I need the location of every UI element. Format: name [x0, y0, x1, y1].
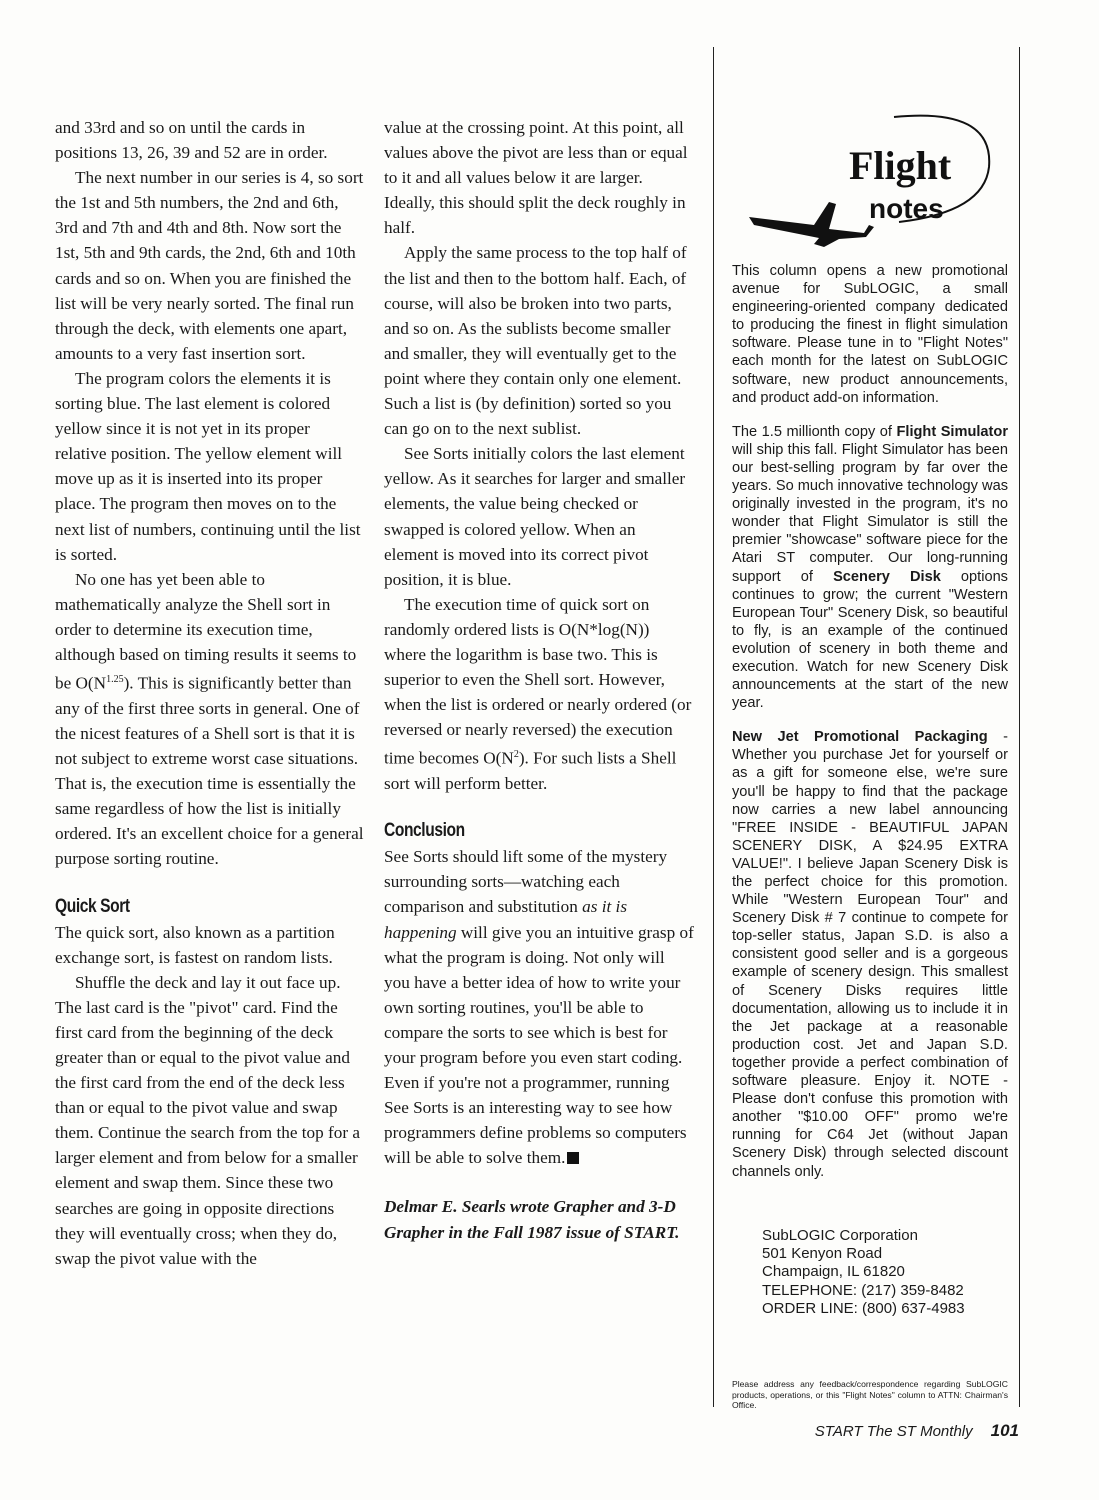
address-line: Champaign, IL 61820 [762, 1263, 905, 1281]
text-run: See Sorts should lift some of the mystery surrounding sorts—watching each comparison and substitution [384, 847, 668, 917]
page-number: 101 [990, 1421, 1019, 1440]
end-mark-icon [567, 1152, 579, 1164]
logo-title: Flight [849, 143, 952, 188]
paragraph: The program colors the elements it is sorting blue. The last element is colored yellow since it is not yet in its proper relative position. The yellow element will move up as it is inserted into its proper place. The program then moves on to the next list of numbers, continuing until the list is sorted. [55, 368, 361, 564]
text-run: No one has yet been able to mathematically analyze the Shell sort in order to determine its execution time, although based on timing results it seems to be O(N [55, 569, 357, 693]
paragraph: See Sorts initially colors the last element yellow. As it searches for larger and smaller elements, the value being checked or swapped is colored yellow. When an element is moved into its correct pivot position, it is blue. [384, 444, 686, 589]
text-run-bold: Scenery Disk [833, 568, 941, 585]
text-run: - Whether you purchase Jet for yourself or as a gift for someone else, we're sure you'll be happy to find that the package now carries a new label announcing "FREE INSIDE - BEAUTIFUL JAPAN SCENERY DISK, A $24.95 EXTRA VALUE!". I believe Japan Scenery Disk is the perfect choice for this promotion. While "Western European Tour" and Scenery Disk # 7 continue to compete for top-seller status, Japan S.D. is also a consistent good seller and is a gorgeous example of scenery design. This smallest of Scenery Disks requires little documentation, allowing us to include it in the Jet package at a reasonable production cost. Jet and Japan S.D. together provide a perfect combination of software pleasure. Enjoy it. NOTE - Please don't confuse this promotion with another "$10.00 OFF" promo we're running for C64 Jet (without Japan Scenery Disk) through selected discount channels only. [732, 729, 1008, 1180]
address-line: TELEPHONE: (217) 359-8482 [762, 1281, 964, 1299]
text-run: options continues to grow; the current "Western European Tour" Scenery Disk, so beautiful to fly, is an example of the continued evolution of scenery in both theme and execution. Watch for new Scenery Disk announcements at the start of the new year. [732, 568, 1008, 712]
section-heading-conclusion: Conclusion [384, 820, 465, 842]
text-run-bold: New Jet Promotional Packaging [732, 729, 988, 746]
text-run: The 1.5 millionth copy of [732, 423, 897, 440]
logo-subtitle: notes [869, 193, 944, 224]
superscript: 2 [513, 749, 519, 761]
paragraph [732, 423, 1008, 713]
paragraph: Shuffle the deck and lay it out face up. The last card is the "pivot" card. Find the first card from the beginning of the deck greater than or equal to the pivot value and the first card from the end of the deck less than or equal to the pivot value and swap them. Continue the search from the top for a larger element and from below for a smaller element and swap them. Since these two searches are going in opposite directions they will eventually cross; when they do, swap the pivot value with the [55, 972, 360, 1268]
sidebar-fineprint: Please address any feedback/correspondence regarding SubLOGIC products, operations, or this "Flight Notes" column to ATTN: Chairman's Office. [732, 1379, 1008, 1411]
paragraph [384, 592, 694, 796]
text-run: The execution time of quick sort on randomly ordered lists is O(N*log(N)) where the logarithm is base two. This is superior to even the Shell sort. However, when the list is ordered or nearly ordered (or reversed or nearly reversed) the execution time becomes O(N [384, 594, 692, 769]
paragraph: This column opens a new promotional avenue for SubLOGIC, a small engineering-oriented company dedicated to producing the finest in flight simulation software. Please tune in to "Flight Notes" each month for the latest on SubLOGIC software, new product announcements, and product add-on information. [732, 263, 1008, 406]
section-heading-quick-sort: Quick Sort [55, 895, 130, 917]
text-run: will give you an intuitive grasp of what the program is doing. Not only will you have a better idea of how to write your own sorting routines, you'll be able to compare the sorts to see which is best for your program before you even start coding. Even if you're not a programmer, running See Sorts is an interesting way to see how programmers define problems so computers will be able to solve them. [384, 922, 694, 1168]
text-run-bold: Flight Simulator [896, 423, 1009, 440]
address-line: ORDER LINE: (800) 637-4983 [762, 1299, 965, 1317]
article-column-1 [55, 115, 365, 1271]
text-run-italic: as it is happening [384, 897, 628, 942]
author-byline: Delmar E. Searls wrote Grapher and 3-D Grapher in the Fall 1987 issue of START. [384, 1197, 680, 1242]
article-column-2 [384, 115, 694, 1245]
text-run: ). For such lists a Shell sort will perform better. [384, 749, 677, 794]
paragraph [732, 728, 1008, 1180]
paragraph [384, 844, 694, 1170]
address-line: SubLOGIC Corporation [762, 1227, 918, 1244]
flight-notes-sidebar [713, 47, 1020, 1411]
paragraph: Apply the same process to the top half of the list and then to the bottom half. Each, of course, will also be broken into two parts, and so on. As the sublists become smaller and smaller, they will eventually get to the point where they contain only one element. Such a list is (by definition) sorted so you can go on to the next sublist. [384, 243, 687, 439]
paragraph: and 33rd and so on until the cards in positions 13, 26, 39 and 52 are in order. [55, 118, 328, 163]
magazine-name: START The ST Monthly [814, 1423, 973, 1440]
paragraph: The next number in our series is 4, so sort the 1st and 5th numbers, the 2nd and 6th, 3rd and 7th and 4th and 8th. Now sort the 1st, 5th and 9th cards, the 2nd, 6th and 10th cards and so on. When you are finished the list will be very nearly sorted. The final run through the deck, with elements one apart, amounts to a very fast insertion sort. [55, 168, 364, 363]
paragraph [55, 567, 365, 872]
paragraph: value at the crossing point. At this point, all values above the pivot are less than or equal to it and all values below it are larger. Ideally, this should split the deck roughly in half. [384, 118, 688, 238]
flight-notes-logo [744, 87, 1004, 267]
sidebar-body [732, 262, 1008, 1197]
text-run: ). This is significantly better than any of the first three sorts in general. One of the nicest features of a Shell sort is that it is not subject to extreme worst case situations. That is, the execution time is essentially the same regardless of how the list is initially ordered. It's an excellent choice for a general purpose sorting routine. [55, 673, 364, 869]
text-run: will ship this fall. Flight Simulator has been our best-selling program by far over the years. So much innovative technology was originally invested in the program, it's no wonder that Flight Simulator is still the premier "showcase" software piece for the Atari ST computer. Our long-running support of [732, 441, 1008, 585]
company-address [762, 1227, 965, 1318]
address-line: 501 Kenyon Road [762, 1245, 883, 1263]
paragraph: The quick sort, also known as a partition exchange sort, is fastest on random lists. [55, 922, 335, 967]
page-footer [815, 1421, 1019, 1441]
superscript: 1.25 [106, 674, 124, 686]
jet-icon [749, 202, 874, 247]
